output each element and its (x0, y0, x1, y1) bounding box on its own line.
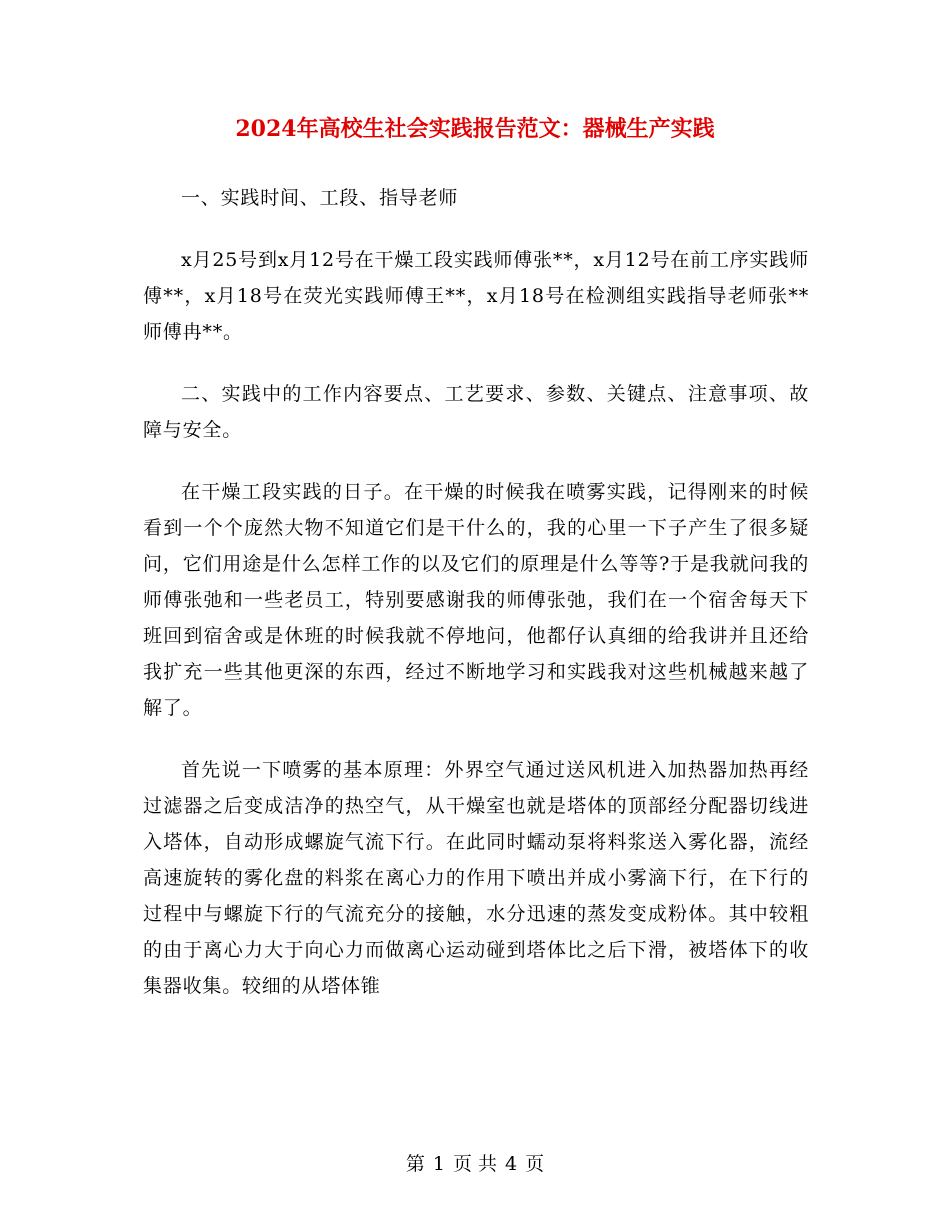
document-body (143, 180, 809, 1030)
footer-middle: 页 共 (452, 1153, 498, 1175)
footer-total-pages: 4 (505, 1153, 518, 1175)
paragraph-drying-section: 在干燥工段实践的日子。在干燥的时候我在喷雾实践，记得刚来的时候看到一个个庞然大物不知道它们是干什么的，我的心里一下子产生了很多疑问，它们用途是什么怎样工作的以及它们的原理是什么等等?于是我就问我的师傅张弛和一些老员工，特别要感谢我的师傅张弛，我们在一个宿舍每天下班回到宿舍或是休班的时候我就不停地问，他都仔认真细的给我讲并且还给我扩充一些其他更深的东西，经过不断地学习和实践我对这些机械越来越了解了。 (143, 481, 809, 719)
footer-prefix: 第 (405, 1153, 425, 1175)
footer-suffix: 页 (525, 1153, 545, 1175)
page-footer (0, 1150, 950, 1178)
document-title: 2024年高校生社会实践报告范文：器械生产实践 (235, 116, 715, 142)
paragraph-schedule: x月25号到x月12号在干燥工段实践师傅张**，x月12号在前工序实践师傅**，x月18号在荧光实践师傅王**，x月18号在检测组实践指导老师张**师傅冉**。 (143, 249, 809, 343)
section-heading-1: 一、实践时间、工段、指导老师 (181, 187, 459, 209)
paragraph-spray-principle: 首先说一下喷雾的基本原理：外界空气通过送风机进入加热器加热再经过滤器之后变成洁净的热空气，从干燥室也就是塔体的顶部经分配器切线进入塔体，自动形成螺旋气流下行。在此同时蠕动泵将料浆送入雾化器，流经高速旋转的雾化盘的料浆在离心力的作用下喷出并成小雾滴下行，在下行的过程中与螺旋下行的气流充分的接触，水分迅速的蒸发变成粉体。其中较粗的由于离心力大于向心力而做离心运动碰到塔体比之后下滑，被塔体下的收集器收集。较细的从塔体锥 (143, 759, 809, 997)
footer-page-number: 1 (432, 1153, 445, 1175)
section-heading-2: 二、实践中的工作内容要点、工艺要求、参数、关键点、注意事项、故障与安全。 (143, 383, 809, 441)
